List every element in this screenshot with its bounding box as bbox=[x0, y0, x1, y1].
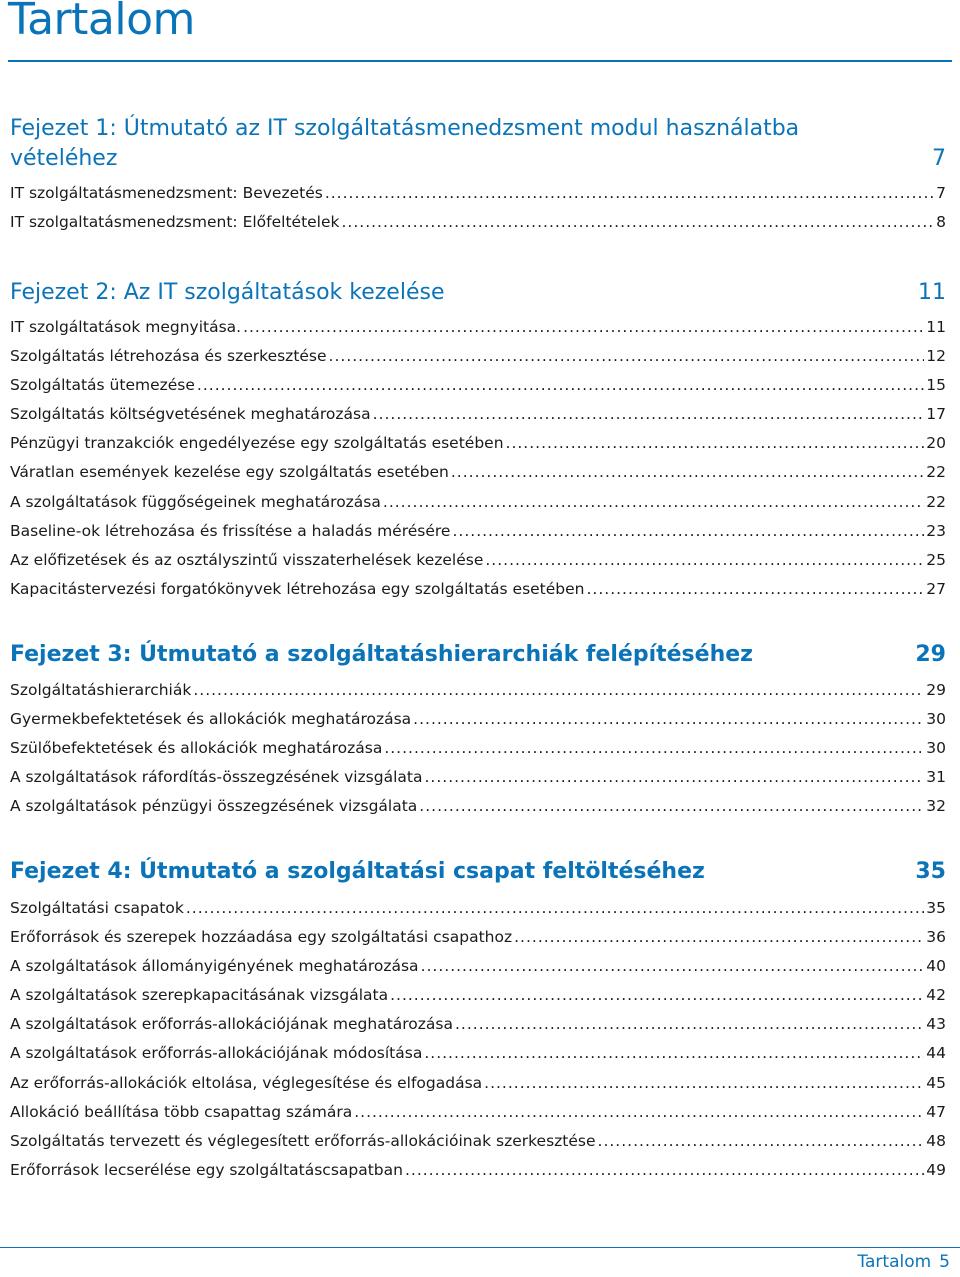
toc-entry-label: Váratlan események kezelése egy szolgáltatás esetében bbox=[10, 463, 449, 482]
toc-entry-page: 47 bbox=[926, 1102, 946, 1121]
toc-entry-label: Erőforrások és szerepek hozzáadása egy szolgáltatási csapathoz bbox=[10, 928, 513, 947]
toc-entry[interactable] bbox=[10, 184, 946, 213]
chapter-2-entries bbox=[10, 318, 946, 609]
chapter-1-page: 7 bbox=[932, 146, 946, 171]
dot-leader bbox=[383, 493, 924, 511]
dot-leader bbox=[186, 899, 924, 917]
toc-entry-page: 17 bbox=[926, 405, 946, 424]
dot-leader bbox=[405, 1161, 924, 1179]
chapter-3-title: Fejezet 3: Útmutató a szolgáltatáshierarchiák felépítéséhez bbox=[10, 642, 753, 667]
toc-entry-page: 42 bbox=[926, 986, 946, 1005]
toc-entry-page: 45 bbox=[926, 1073, 946, 1092]
dot-leader bbox=[419, 797, 924, 815]
toc-entry[interactable] bbox=[10, 957, 946, 986]
chapter-4-page: 35 bbox=[915, 859, 946, 884]
toc-entry-label: A szolgáltatások pénzügyi összegzésének vizsgálata bbox=[10, 797, 418, 816]
chapter-3-section bbox=[10, 640, 946, 826]
page-title: Tartalom bbox=[8, 0, 195, 45]
toc-entry-label: A szolgáltatások állományigényének meghatározása bbox=[10, 957, 419, 976]
toc-entry[interactable] bbox=[10, 463, 946, 492]
toc-entry-page: 29 bbox=[926, 681, 946, 699]
dot-leader bbox=[455, 1015, 924, 1033]
toc-entry-page: 20 bbox=[926, 434, 946, 453]
toc-entry-label: Szolgáltatás ütemezése bbox=[10, 376, 195, 395]
toc-entry-label: Pénzügyi tranzakciók engedélyezése egy szolgáltatás esetében bbox=[10, 434, 504, 453]
toc-entry-page: 27 bbox=[926, 579, 946, 598]
toc-entry[interactable] bbox=[10, 739, 946, 768]
toc-entry-page: 44 bbox=[926, 1044, 946, 1063]
toc-entry-page: 22 bbox=[926, 492, 946, 511]
dot-leader bbox=[329, 347, 925, 365]
dot-leader bbox=[197, 376, 924, 394]
toc-entry[interactable] bbox=[10, 434, 946, 463]
toc-entry-label: Szolgáltatás tervezett és véglegesített erőforrás-allokációinak szerkesztése bbox=[10, 1131, 596, 1150]
chapter-2-section bbox=[10, 278, 946, 609]
toc-entry[interactable] bbox=[10, 1132, 946, 1161]
toc-entry-page: 31 bbox=[926, 768, 946, 787]
toc-entry-label: A szolgáltatások szerepkapacitásának vizsgálata bbox=[10, 986, 389, 1005]
toc-entry[interactable] bbox=[10, 347, 946, 376]
toc-entry-label: A szolgáltatások erőforrás-allokációjának meghatározása bbox=[10, 1015, 453, 1034]
dot-leader bbox=[390, 986, 924, 1004]
chapter-3-page: 29 bbox=[915, 642, 946, 667]
dot-leader bbox=[587, 580, 925, 598]
toc-entry-label: IT szolgáltatásmenedzsment: Bevezetés bbox=[10, 184, 323, 202]
toc-entry[interactable] bbox=[10, 580, 946, 609]
toc-entry-page: 7 bbox=[936, 184, 946, 202]
dot-leader bbox=[413, 710, 924, 728]
dot-leader bbox=[325, 184, 934, 202]
dot-leader bbox=[384, 739, 924, 757]
chapter-1-title: Fejezet 1: Útmutató az IT szolgáltatásmenedzsment modul használatba vételéhez bbox=[10, 116, 800, 171]
footer-divider bbox=[0, 1247, 960, 1248]
toc-entry-page: 43 bbox=[926, 1015, 946, 1034]
chapter-4-entries bbox=[10, 899, 946, 1190]
dot-leader bbox=[452, 522, 924, 540]
toc-entry-page: 15 bbox=[926, 376, 946, 395]
toc-entry[interactable] bbox=[10, 797, 946, 826]
toc-entry[interactable] bbox=[10, 318, 946, 347]
toc-entry-page: 12 bbox=[926, 347, 946, 366]
chapter-1-section bbox=[10, 114, 946, 242]
toc-entry[interactable] bbox=[10, 1103, 946, 1132]
chapter-1-heading[interactable] bbox=[10, 114, 946, 174]
toc-entry-page: 30 bbox=[926, 739, 946, 758]
toc-entry-label: Szolgáltatási csapatok bbox=[10, 899, 184, 917]
toc-entry-label: Baseline-ok létrehozása és frissítése a haladás mérésére bbox=[10, 521, 451, 540]
toc-entry[interactable] bbox=[10, 551, 946, 580]
dot-leader bbox=[514, 928, 924, 946]
footer-label: Tartalom bbox=[857, 1252, 932, 1272]
dot-leader bbox=[342, 213, 935, 231]
toc-entry[interactable] bbox=[10, 710, 946, 739]
chapter-2-page: 11 bbox=[918, 280, 946, 305]
toc-entry[interactable] bbox=[10, 213, 946, 242]
toc-entry[interactable] bbox=[10, 405, 946, 434]
toc-entry-page: 25 bbox=[926, 550, 946, 569]
dot-leader bbox=[424, 768, 924, 786]
toc-entry-label: Szolgáltatás költségvetésének meghatározása bbox=[10, 405, 371, 424]
chapter-3-entries bbox=[10, 681, 946, 826]
toc-entry-page: 49 bbox=[926, 1160, 946, 1179]
dot-leader bbox=[484, 1074, 924, 1092]
dot-leader bbox=[354, 1103, 924, 1121]
dot-leader bbox=[193, 681, 924, 699]
toc-entry-page: 11 bbox=[926, 318, 946, 336]
toc-entry-label: Szolgáltatás létrehozása és szerkesztése bbox=[10, 347, 327, 366]
toc-entry-page: 22 bbox=[926, 463, 946, 482]
toc-entry-page: 32 bbox=[926, 797, 946, 816]
chapter-1-entries bbox=[10, 184, 946, 242]
toc-entry-label: IT szolgaltatásmenedzsment: Előfeltételek bbox=[10, 213, 340, 232]
toc-entry-label: Gyermekbefektetések és allokációk meghatározása bbox=[10, 710, 412, 729]
toc-entry[interactable] bbox=[10, 1044, 946, 1073]
toc-entry-label: IT szolgáltatások megnyitása. bbox=[10, 318, 242, 336]
dot-leader bbox=[506, 434, 925, 452]
chapter-4-heading[interactable] bbox=[10, 857, 946, 887]
toc-entry[interactable] bbox=[10, 681, 946, 710]
dot-leader bbox=[598, 1132, 925, 1150]
toc-entry[interactable] bbox=[10, 986, 946, 1015]
chapter-3-heading[interactable] bbox=[10, 640, 946, 670]
chapter-4-title: Fejezet 4: Útmutató a szolgáltatási csapat feltöltéséhez bbox=[10, 859, 705, 884]
toc-entry-label: A szolgáltatások erőforrás-allokációjának módosítása bbox=[10, 1044, 423, 1063]
toc-entry-page: 30 bbox=[926, 710, 946, 729]
toc-entry-page: 48 bbox=[926, 1131, 946, 1150]
dot-leader bbox=[243, 318, 924, 336]
title-divider bbox=[8, 60, 952, 62]
toc-entry[interactable] bbox=[10, 493, 946, 522]
toc-entry-page: 36 bbox=[926, 928, 946, 947]
toc-entry-page: 35 bbox=[926, 899, 946, 917]
toc-entry[interactable] bbox=[10, 768, 946, 797]
chapter-4-section bbox=[10, 857, 946, 1190]
toc-entry[interactable] bbox=[10, 1074, 946, 1103]
dot-leader bbox=[373, 405, 925, 423]
toc-entry[interactable] bbox=[10, 376, 946, 405]
chapter-2-title: Fejezet 2: Az IT szolgáltatások kezelése bbox=[10, 280, 445, 305]
toc-entry[interactable] bbox=[10, 899, 946, 928]
toc-entry-label: Kapacitástervezési forgatókönyvek létrehozása egy szolgáltatás esetében bbox=[10, 579, 585, 598]
dot-leader bbox=[485, 551, 924, 569]
toc-entry-page: 8 bbox=[936, 213, 946, 232]
toc-entry-label: Az előfizetések és az osztályszintű visszaterhelések kezelése bbox=[10, 550, 484, 569]
dot-leader bbox=[424, 1044, 924, 1062]
toc-entry-label: Szülőbefektetések és allokációk meghatározása bbox=[10, 739, 383, 758]
toc-entry-label: Szolgáltatáshierarchiák bbox=[10, 681, 192, 699]
page-footer bbox=[857, 1252, 950, 1272]
toc-entry[interactable] bbox=[10, 1015, 946, 1044]
toc-entry[interactable] bbox=[10, 522, 946, 551]
toc-entry-page: 40 bbox=[926, 957, 946, 976]
toc-entry-page: 23 bbox=[926, 521, 946, 540]
toc-entry-label: A szolgáltatások függőségeinek meghatározása bbox=[10, 492, 381, 511]
toc-entry-label: Erőforrások lecserélése egy szolgáltatáscsapatban bbox=[10, 1160, 403, 1179]
footer-page-number: 5 bbox=[939, 1252, 950, 1272]
chapter-2-heading[interactable] bbox=[10, 278, 946, 308]
toc-entry[interactable] bbox=[10, 928, 946, 957]
toc-entry-label: A szolgáltatások ráfordítás-összegzésének vizsgálata bbox=[10, 768, 423, 787]
toc-entry[interactable] bbox=[10, 1161, 946, 1190]
dot-leader bbox=[451, 463, 924, 481]
toc-entry-label: Az erőforrás-allokációk eltolása, véglegesítése és elfogadása bbox=[10, 1073, 483, 1092]
toc-entry-label: Allokáció beállítása több csapattag számára bbox=[10, 1102, 353, 1121]
dot-leader bbox=[421, 957, 925, 975]
